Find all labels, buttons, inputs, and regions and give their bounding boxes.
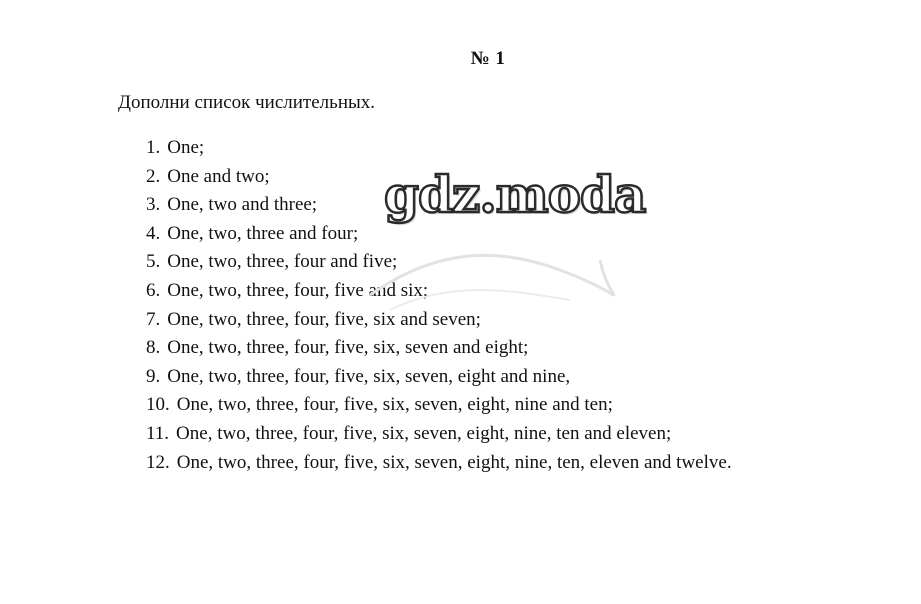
exercise-number: № 1 [470, 48, 506, 69]
watermark-logo: gdz.moda [384, 165, 646, 224]
list-item [146, 134, 732, 163]
item-index: 2. [146, 165, 161, 187]
item-text: One, two, three, four, five, six, seven, eight and nine, [167, 365, 571, 387]
list-item [146, 449, 732, 478]
item-index: 1. [146, 137, 161, 158]
item-text: One, two, three, four and five; [167, 251, 398, 273]
item-index: 4. [146, 222, 161, 244]
item-index: 11. [146, 422, 170, 444]
item-text: One, two, three, four, five, six, seven, eight, nine, ten and eleven; [176, 422, 672, 444]
item-index: 10. [146, 394, 170, 416]
list-item [146, 391, 732, 420]
list-item [146, 220, 732, 249]
item-text: One, two, three, four, five, six, seven and eight; [167, 337, 529, 359]
list-item [146, 306, 732, 335]
item-index: 3. [146, 194, 161, 216]
item-index: 12. [146, 451, 170, 473]
item-text: One, two, three, four, five, six, seven, eight, nine and ten; [176, 394, 613, 416]
item-index: 9. [146, 365, 161, 387]
item-index: 5. [146, 251, 161, 273]
instruction-text: Дополни список числительных. [118, 92, 376, 113]
list-item [146, 277, 732, 306]
item-index: 7. [146, 308, 161, 330]
list-item [146, 248, 732, 277]
item-text: One, two, three, four, five and six; [167, 279, 429, 301]
item-text: One and two; [167, 165, 270, 187]
item-text: One, two, three, four, five, six and seven; [167, 308, 481, 330]
item-text: One, two and three; [167, 194, 318, 216]
list-item [146, 334, 732, 363]
item-text: One, two, three and four; [167, 222, 359, 244]
item-index: 6. [146, 279, 161, 301]
item-text: One, two, three, four, five, six, seven, eight, nine, ten, eleven and twelve. [176, 451, 732, 473]
item-index: 8. [146, 337, 161, 359]
list-item [146, 420, 732, 449]
list-item [146, 363, 732, 392]
item-text: One; [167, 137, 205, 158]
